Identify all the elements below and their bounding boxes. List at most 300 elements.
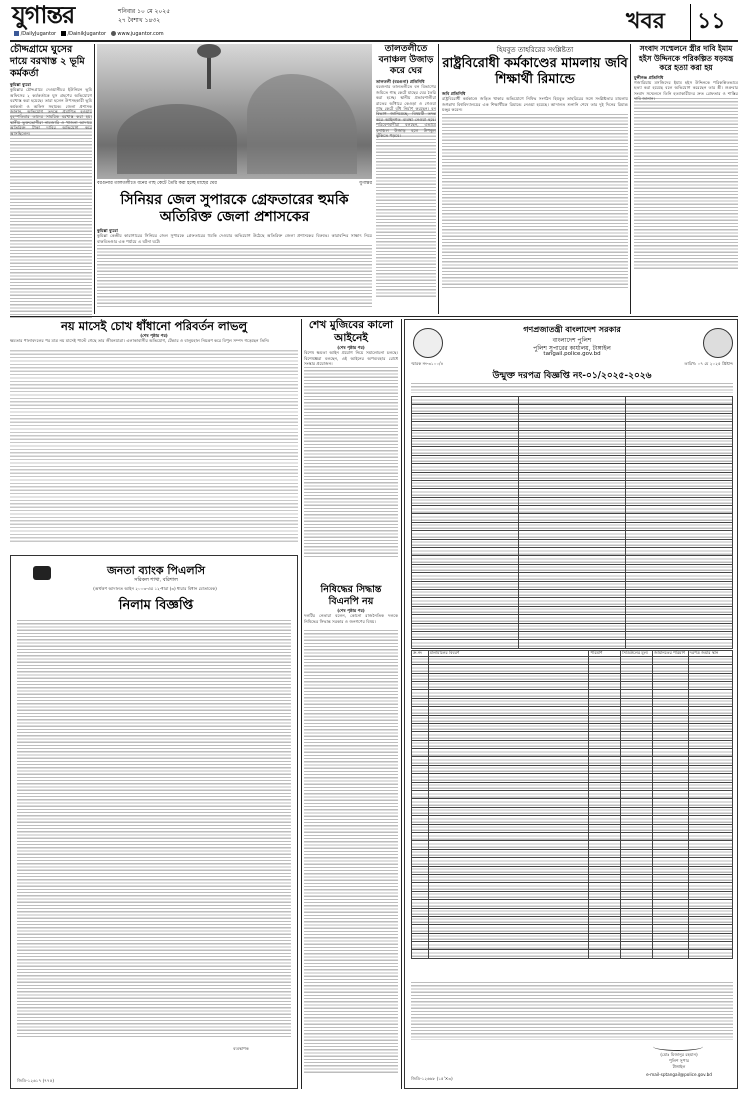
table-cell — [519, 464, 626, 472]
table-cell — [412, 615, 519, 623]
story-bnp — [304, 584, 398, 1089]
story-jail-super — [97, 192, 372, 314]
table-row — [412, 816, 733, 824]
table-cell — [412, 673, 429, 681]
table-cell — [652, 908, 688, 916]
table-cell — [412, 665, 429, 673]
photo-caption: বরগুনার তালতলীতে বনের গাছ কেটে তৈরি করা হচ্ছে মাছের ঘের যুগান্তর — [97, 181, 372, 186]
table-cell — [626, 447, 733, 455]
table-cell — [620, 690, 652, 698]
table-cell — [688, 874, 732, 882]
table-row — [412, 531, 733, 539]
table-row — [412, 866, 733, 874]
story-lablu — [10, 319, 298, 551]
table-cell — [519, 480, 626, 488]
story-kalo-ain — [304, 319, 398, 579]
dept-name: বাংলাদেশ পুলিশ — [552, 337, 592, 344]
table-row — [412, 807, 733, 815]
article-body: দলটির নেতারা বলেন, কোনো রাজনৈতিক দলকে নিষিদ্ধের সিদ্ধান্ত সরকার ও জনগণের বিষয়। — [304, 613, 398, 624]
col-header: দরপত্র জমার স্থান — [688, 651, 732, 657]
table-cell — [620, 858, 652, 866]
table-cell — [620, 900, 652, 908]
table-cell — [626, 397, 733, 405]
table-cell — [428, 950, 589, 958]
byline: মুন্সীগঞ্জ প্রতিনিধি — [634, 74, 664, 80]
table-cell — [620, 874, 652, 882]
table-row — [412, 942, 733, 950]
table-cell — [412, 556, 519, 564]
table-cell — [626, 623, 733, 631]
facebook-link[interactable]: /DailyJugantor — [20, 31, 57, 37]
table-row — [412, 430, 733, 438]
table-cell — [589, 732, 621, 740]
table-cell — [589, 740, 621, 748]
table-cell — [428, 841, 589, 849]
signer-name: (মোঃ মিজানুর রহমান) — [660, 1052, 698, 1057]
table-cell — [620, 723, 652, 731]
table-cell — [626, 430, 733, 438]
table-cell — [652, 749, 688, 757]
table-row — [412, 556, 733, 564]
table-cell — [652, 866, 688, 874]
table-cell — [412, 816, 429, 824]
table-cell — [589, 681, 621, 689]
table-row — [412, 539, 733, 547]
table-cell — [626, 548, 733, 556]
table-cell — [519, 413, 626, 421]
table-cell — [626, 472, 733, 480]
table-cell — [412, 480, 519, 488]
table-row — [412, 883, 733, 891]
table-row — [412, 749, 733, 757]
table-row — [412, 715, 733, 723]
table-cell — [688, 900, 732, 908]
table-cell — [412, 656, 429, 664]
table-cell — [412, 849, 429, 857]
table-cell — [652, 858, 688, 866]
table-cell — [626, 573, 733, 581]
table-cell — [428, 732, 589, 740]
table-cell — [688, 774, 732, 782]
table-row — [412, 397, 733, 405]
table-row — [412, 447, 733, 455]
signature-scribble — [653, 1042, 703, 1051]
table-cell — [620, 833, 652, 841]
table-cell — [412, 883, 429, 891]
newspaper-logo: যুগান্তর — [12, 0, 75, 29]
table-cell — [688, 833, 732, 841]
table-cell — [652, 690, 688, 698]
table-cell — [626, 480, 733, 488]
table-cell — [428, 900, 589, 908]
table-cell — [519, 539, 626, 547]
table-cell — [589, 782, 621, 790]
table-cell — [688, 656, 732, 664]
headline: সিনিয়র জেল সুপারকে গ্রেফতারের হুমকি অতিরিক্ত জেলা প্রশাসকের — [120, 192, 349, 225]
table-cell — [412, 916, 429, 924]
bank-name: জনতা ব্যাংক পিএলসি — [106, 564, 206, 577]
table-cell — [652, 723, 688, 731]
table-cell — [589, 715, 621, 723]
table-cell — [412, 799, 429, 807]
table-row — [412, 422, 733, 430]
table-cell — [412, 858, 429, 866]
police-ad-code: জিডি-১২৬৬৮ (১৫'×৩) — [411, 1076, 453, 1081]
table-row — [412, 581, 733, 589]
article-body: গজারিয়ায় মসজিদের ইমাম হইস উদ্দিনকে পরিকল্পিতভাবে হত্যা করা হয়েছে বলে অভিযোগ করেছেন তার স্ত্রী। শুক্রবার সংবাদ সম্মেলনে তিনি হত্যাকারীদের দ্রুত গ্রেফতার ও শাস্তির দাবি জানান। — [634, 79, 738, 102]
table-cell — [589, 749, 621, 757]
table-cell — [412, 631, 519, 639]
table-cell — [620, 774, 652, 782]
table-cell — [412, 447, 519, 455]
table-cell — [589, 858, 621, 866]
table-cell — [412, 841, 429, 849]
table-cell — [589, 833, 621, 841]
story-chauddagram — [10, 44, 92, 314]
table-row — [412, 799, 733, 807]
table-cell — [652, 740, 688, 748]
table-cell — [620, 866, 652, 874]
x-link[interactable]: /DainikJugantor — [67, 31, 107, 37]
table-cell — [652, 681, 688, 689]
table-cell — [412, 623, 519, 631]
table-cell — [428, 807, 589, 815]
page-number: ১১ — [690, 4, 726, 41]
table-cell — [428, 690, 589, 698]
table-row — [412, 900, 733, 908]
table-cell — [412, 438, 519, 446]
table-cell — [428, 925, 589, 933]
table-cell — [589, 891, 621, 899]
article-body: রাষ্ট্রবিরোধী কর্মকাণ্ডে জড়িত থাকার অভিযোগে নিষিদ্ধ সংগঠন হিযবুত তাহরিরের সঙ্গে সংশ্লিষ্টতার মামলায় জগন্নাথ বিশ্ববিদ্যালয়ের এক শিক্ষার্থীকে রিমান্ডে নেওয়া হয়েছে। আদালত শুনানি শেষে তার দুই দিনের রিমান্ড মঞ্জুর করেন। — [442, 96, 628, 113]
table-cell — [412, 833, 429, 841]
table-cell — [652, 916, 688, 924]
table-row — [412, 824, 733, 832]
table-row — [412, 950, 733, 958]
story-imam — [634, 44, 738, 314]
table-cell — [519, 581, 626, 589]
table-row — [412, 506, 733, 514]
table-cell — [412, 732, 429, 740]
table-cell — [688, 942, 732, 950]
table-cell — [428, 665, 589, 673]
table-cell — [626, 606, 733, 614]
table-cell — [519, 531, 626, 539]
table-cell — [519, 573, 626, 581]
article-body: কুমিল্লা কেন্দ্রীয় কারাগারের সিনিয়র জেল সুপারকে গ্রেফতারের হুমকি দেওয়ার অভিযোগ উঠেছে অতিরিক্ত জেলা প্রশাসকের বিরুদ্ধে। কারাবন্দির সাক্ষাৎ নিয়ে বাকবিতণ্ডার এক পর্যায়ে এ ঘটনা ঘটে। — [97, 233, 372, 244]
table-cell — [519, 598, 626, 606]
table-cell — [652, 791, 688, 799]
table-cell — [428, 799, 589, 807]
table-cell — [688, 740, 732, 748]
headline: নয় মাসেই চোখ ধাঁধানো পরিবর্তন লাভলু — [60, 319, 248, 333]
masthead-date-bangla: ২৭ বৈশাখ ১৪৩২ — [118, 17, 161, 24]
table-cell — [688, 791, 732, 799]
table-cell — [688, 749, 732, 757]
table-cell — [688, 950, 732, 958]
table-cell — [589, 774, 621, 782]
notice-date: তারিখ: ০৭ মে ২০২৫ খ্রিষ্টাব্দ — [684, 361, 733, 366]
table-cell — [652, 807, 688, 815]
table-cell — [428, 723, 589, 731]
table-cell — [428, 933, 589, 941]
section-title: খবর — [626, 8, 665, 34]
table-cell — [589, 874, 621, 882]
table-cell — [688, 765, 732, 773]
table-cell — [626, 531, 733, 539]
table-cell — [626, 589, 733, 597]
auction-title: নিলাম বিজ্ঞপ্তি — [118, 598, 194, 613]
table-cell — [589, 765, 621, 773]
contact-email[interactable]: e-mail-sptangail@police.gov.bd — [646, 1072, 712, 1077]
table-cell — [412, 598, 519, 606]
table-cell — [626, 438, 733, 446]
table-cell — [412, 564, 519, 572]
table-cell — [626, 581, 733, 589]
memo-number: স্মারক নং-৩১০০/৪ — [411, 361, 444, 366]
table-row — [412, 606, 733, 614]
table-cell — [652, 849, 688, 857]
table-cell — [412, 874, 429, 882]
table-cell — [652, 673, 688, 681]
table-row — [412, 589, 733, 597]
table-cell — [688, 681, 732, 689]
table-cell — [652, 841, 688, 849]
article-body: বিশেষ ক্ষমতা আইন প্রয়োগ নিয়ে সমালোচনা চলছে। বিশেষজ্ঞরা বলছেন, এই আইনের অপব্যবহার রোধে সংস্কার প্রয়োজন। — [304, 350, 398, 367]
table-cell — [688, 782, 732, 790]
tender-title: উন্মুক্ত দরপত্র বিজ্ঞপ্তি নং-০১/২০২৫-২০২৬ — [492, 371, 652, 381]
table-cell — [589, 866, 621, 874]
table-row — [412, 841, 733, 849]
col-header: সিডিউলের মূল্য — [620, 651, 652, 657]
table-cell — [688, 883, 732, 891]
table-row — [412, 782, 733, 790]
social-links — [14, 31, 164, 37]
table-cell — [519, 405, 626, 413]
table-cell — [428, 858, 589, 866]
table-cell — [519, 455, 626, 463]
table-cell — [626, 556, 733, 564]
table-cell — [652, 656, 688, 664]
table-cell — [412, 606, 519, 614]
bank-signature: ব্যবস্থাপক — [233, 1046, 249, 1051]
byline: (শেষ পৃষ্ঠার পর) — [337, 345, 365, 350]
table-cell — [620, 681, 652, 689]
table-cell — [688, 673, 732, 681]
table-cell — [589, 908, 621, 916]
office-name: পুলিশ সুপারের কার্যালয়, টাঙ্গাইল — [533, 345, 611, 352]
table-cell — [688, 908, 732, 916]
table-cell — [428, 874, 589, 882]
table-cell — [620, 656, 652, 664]
table-cell — [412, 950, 429, 958]
article-body: ক্ষমতার পালাবদলের পর মাত্র নয় মাসেই পাল্টে গেছে তার জীবনযাত্রা। এলাকাবাসীর অভিযোগ, টেন্ডার ও বালুমহাল নিয়ন্ত্রণ করে বিপুল সম্পদ গড়েছেন তিনি। — [10, 338, 270, 344]
signer-title: পুলিশ সুপার — [668, 1058, 690, 1063]
table-cell — [589, 942, 621, 950]
headline: সংবাদ সম্মেলনে স্ত্রীর দাবি ইমাম হইস উদ্দিনকে পরিকল্পিত ষড়যন্ত্র করে হত্যা করা হয় — [638, 44, 734, 72]
table-cell — [412, 740, 429, 748]
table-cell — [688, 858, 732, 866]
headline: নিষিদ্ধের সিদ্ধান্ত বিএনপি নয় — [320, 584, 382, 607]
table-cell — [626, 615, 733, 623]
table-row — [412, 874, 733, 882]
table-row — [412, 522, 733, 530]
story-jnu-remand — [442, 44, 628, 314]
table-cell — [652, 874, 688, 882]
table-cell — [412, 707, 429, 715]
table-cell — [620, 816, 652, 824]
table-cell — [688, 690, 732, 698]
table-cell — [519, 514, 626, 522]
table-cell — [412, 908, 429, 916]
table-cell — [519, 556, 626, 564]
table-cell — [412, 925, 429, 933]
table-cell — [620, 749, 652, 757]
table-cell — [652, 715, 688, 723]
table-row — [412, 472, 733, 480]
table-cell — [412, 413, 519, 421]
table-cell — [412, 715, 429, 723]
table-cell — [626, 405, 733, 413]
table-cell — [412, 531, 519, 539]
table-cell — [428, 908, 589, 916]
news-photo — [97, 44, 372, 179]
website-link[interactable]: www.jugantor.com — [117, 31, 164, 37]
table-cell — [428, 866, 589, 874]
table-cell — [688, 916, 732, 924]
table-cell — [589, 933, 621, 941]
table-cell — [428, 740, 589, 748]
col-header: পরিমাণ — [589, 651, 621, 657]
table-cell — [519, 472, 626, 480]
table-cell — [589, 950, 621, 958]
table-cell — [620, 849, 652, 857]
table-cell — [589, 824, 621, 832]
table-cell — [652, 765, 688, 773]
table-cell — [519, 506, 626, 514]
headline: তালতলীতে বনাঞ্চল উজাড় করে ঘের — [378, 44, 434, 76]
table-cell — [688, 807, 732, 815]
table-row — [412, 765, 733, 773]
byline: কুমিল্লা ব্যুরো — [97, 228, 118, 233]
office-website[interactable]: tangail.police.gov.bd — [543, 351, 601, 357]
byline: (শেষ পৃষ্ঠার পর) — [140, 333, 168, 338]
table-cell — [652, 782, 688, 790]
table-row — [412, 665, 733, 673]
table-cell — [428, 849, 589, 857]
table-cell — [626, 497, 733, 505]
table-cell — [428, 816, 589, 824]
table-cell — [626, 539, 733, 547]
table-row — [412, 933, 733, 941]
table-cell — [626, 598, 733, 606]
table-cell — [428, 757, 589, 765]
table-row — [412, 849, 733, 857]
table-cell — [428, 942, 589, 950]
table-cell — [688, 732, 732, 740]
police-emblem — [703, 328, 733, 358]
table-cell — [626, 422, 733, 430]
table-row — [412, 757, 733, 765]
headline: শেখ মুজিবের কালো আইনেই — [308, 319, 394, 344]
table-cell — [652, 891, 688, 899]
table-row — [412, 497, 733, 505]
table-cell — [626, 514, 733, 522]
table-cell — [412, 514, 519, 522]
table-cell — [589, 849, 621, 857]
table-cell — [589, 723, 621, 731]
table-row — [412, 413, 733, 421]
table-row — [412, 774, 733, 782]
table-cell — [412, 455, 519, 463]
table-cell — [428, 824, 589, 832]
table-cell — [412, 506, 519, 514]
table-cell — [652, 816, 688, 824]
table-cell — [652, 942, 688, 950]
table-row — [412, 640, 733, 648]
table-cell — [589, 665, 621, 673]
table-cell — [688, 933, 732, 941]
table-cell — [428, 715, 589, 723]
table-cell — [519, 631, 626, 639]
table-cell — [428, 791, 589, 799]
table-cell — [620, 891, 652, 899]
table-row — [412, 656, 733, 664]
table-cell — [688, 715, 732, 723]
table-cell — [626, 522, 733, 530]
table-cell — [428, 749, 589, 757]
table-cell — [620, 807, 652, 815]
headline: চৌদ্দগ্রামে ঘুসের দায়ে বরখাস্ত ২ ভূমি কর্মকর্তা — [10, 44, 85, 79]
table-cell — [428, 673, 589, 681]
byline: (শেষ পৃষ্ঠার পর) — [337, 608, 365, 613]
col-header: ক্র.নং — [412, 651, 429, 657]
table-cell — [412, 489, 519, 497]
table-cell — [620, 782, 652, 790]
table-cell — [519, 430, 626, 438]
table-cell — [412, 548, 519, 556]
table-cell — [620, 950, 652, 958]
table-cell — [688, 723, 732, 731]
article-body: বরগুনার তালতলীতে বন বিভাগের জমিতে গাছ কেটে মাছের ঘের তৈরি করা হচ্ছে। স্থানীয় প্রভাবশালীরা রাতের আঁধারে কেওড়া ও গেওয়া গাছ কেটে বাঁধ নির্মাণ করছেন। বন বিভাগ জানিয়েছে, বিষয়টি তদন্ত করে আইনগত ব্যবস্থা নেওয়া হবে। পরিবেশবাদীরা বলছেন, এভাবে বনাঞ্চল উজাড় হলে উপকূল ঝুঁকিতে পড়বে। — [376, 84, 436, 139]
table-cell — [589, 841, 621, 849]
x-icon — [61, 31, 66, 36]
table-cell — [688, 849, 732, 857]
facebook-icon — [14, 31, 19, 36]
table-cell — [688, 841, 732, 849]
table-cell — [589, 656, 621, 664]
table-cell — [412, 900, 429, 908]
tender-info-table — [411, 396, 733, 649]
table-cell — [626, 455, 733, 463]
table-cell — [519, 422, 626, 430]
table-cell — [412, 464, 519, 472]
table-cell — [412, 405, 519, 413]
table-cell — [589, 707, 621, 715]
table-cell — [519, 623, 626, 631]
table-cell — [620, 698, 652, 706]
table-row — [412, 514, 733, 522]
table-row — [412, 732, 733, 740]
table-cell — [412, 681, 429, 689]
table-cell — [412, 942, 429, 950]
table-cell — [626, 564, 733, 572]
table-cell — [519, 522, 626, 530]
table-cell — [652, 774, 688, 782]
table-cell — [428, 765, 589, 773]
table-cell — [620, 740, 652, 748]
bank-auction-notice — [10, 555, 298, 1089]
